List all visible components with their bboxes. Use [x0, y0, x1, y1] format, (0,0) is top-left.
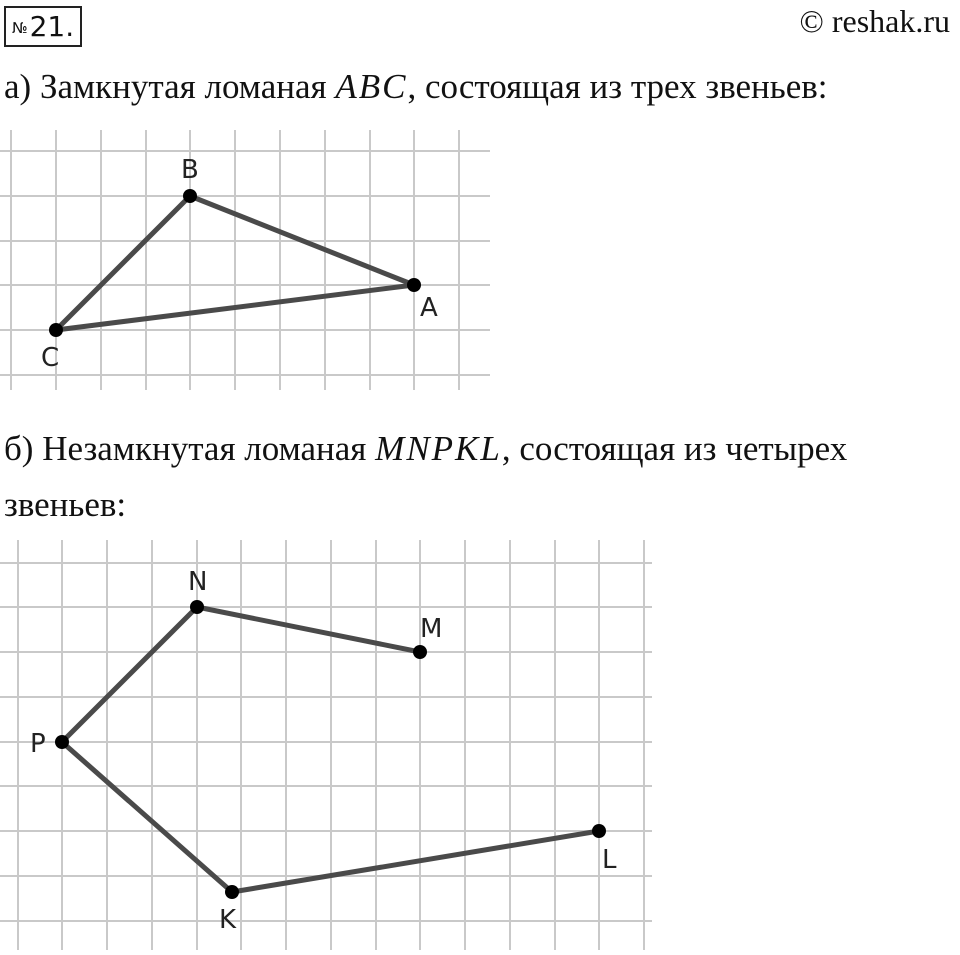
label-l: L	[602, 845, 617, 875]
grid-b	[0, 540, 652, 950]
part-a-heading	[4, 66, 828, 108]
figure-a	[0, 130, 500, 390]
grid-a	[0, 130, 490, 390]
segment-pk	[62, 742, 232, 892]
point-p	[55, 735, 69, 749]
label-m: M	[420, 614, 443, 644]
segment-cb	[56, 196, 190, 330]
part-a-prefix: а) Замкнутая ломаная	[4, 67, 336, 106]
segment-kl	[232, 831, 599, 892]
point-n	[190, 600, 204, 614]
part-a-polyline-name: ABC	[335, 67, 408, 106]
part-b-prefix: б) Незамкнутая ломаная	[4, 429, 376, 468]
label-k: K	[219, 905, 237, 935]
part-b-polyline-name: MNPKL	[375, 429, 502, 468]
problem-number: 21.	[29, 10, 75, 43]
label-b: B	[181, 155, 199, 185]
segment-mn	[197, 607, 420, 652]
label-n: N	[188, 567, 208, 597]
part-b-heading-line2: звеньев:	[4, 485, 127, 524]
part-a-suffix: , состоящая из трех звеньев:	[407, 67, 828, 106]
label-a: A	[420, 293, 438, 323]
figure-b	[0, 540, 660, 950]
point-k	[225, 885, 239, 899]
copyright: © reshak.ru	[799, 3, 950, 39]
part-b-suffix: , состоящая из четырех	[501, 429, 848, 468]
point-l	[592, 824, 606, 838]
segment-np	[62, 607, 197, 742]
label-p: P	[30, 729, 46, 759]
label-c: C	[41, 343, 60, 373]
problem-number-badge	[4, 6, 82, 47]
point-c	[49, 323, 63, 337]
point-a	[407, 278, 421, 292]
part-b-heading	[4, 428, 847, 470]
number-sign: №	[12, 19, 28, 37]
point-m	[413, 645, 427, 659]
point-b	[183, 189, 197, 203]
